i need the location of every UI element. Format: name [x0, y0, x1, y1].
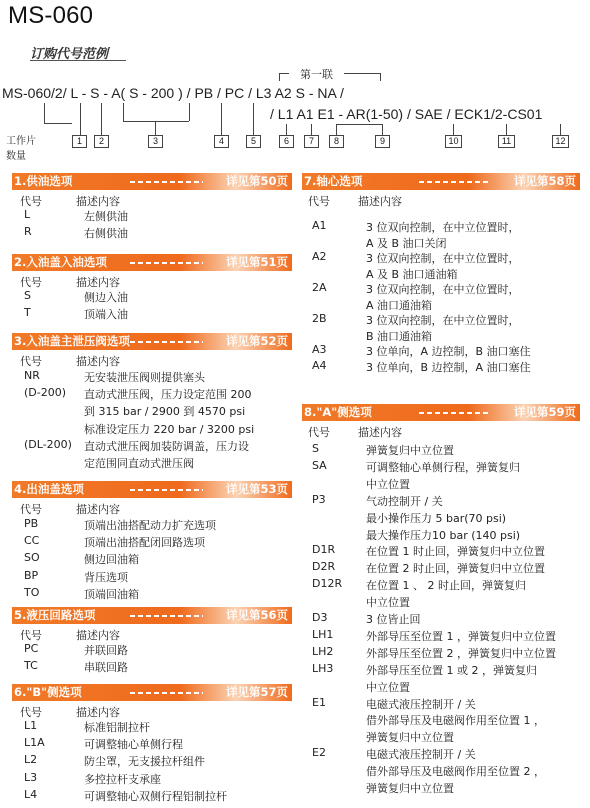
option-code: T	[24, 306, 31, 320]
column-header-description: 描述内容	[76, 355, 120, 368]
section-page-ref: 详见第56页	[225, 608, 288, 622]
option-description: 并联回路	[84, 644, 128, 657]
column-header-description: 描述内容	[76, 706, 120, 719]
connector-line	[221, 103, 222, 135]
option-description: A 及 B 油口关闭	[366, 236, 447, 250]
option-description: 串联回路	[84, 661, 128, 675]
column-header-description: 描述内容	[76, 276, 120, 289]
option-code: D3	[312, 611, 328, 624]
option-section	[12, 173, 292, 241]
column-header-description: 描述内容	[76, 503, 120, 516]
option-section	[12, 254, 292, 322]
column-header-code: 代号	[20, 503, 42, 516]
option-description: 外部导压至位置 1 ，弹簧复归中立位置	[366, 629, 556, 643]
option-code: A2	[312, 250, 327, 263]
option-code: SA	[312, 458, 327, 472]
option-description: 在位置 1 时止回，弹簧复归中立位置	[366, 545, 545, 559]
option-description: 中立位置	[366, 680, 410, 694]
option-description: 电磁式液压控制开 / 关	[366, 748, 476, 762]
option-description: 直动式泄压阀加装防调盖，压力设	[84, 439, 249, 453]
connector-line	[123, 103, 124, 121]
option-section	[302, 404, 580, 795]
option-description: 可调整轴心单侧行程，弹簧复归	[366, 460, 520, 474]
option-code: D12R	[312, 577, 343, 591]
option-description: 右侧供油	[84, 227, 128, 241]
option-description: A 及 B 油口通油箱	[366, 267, 458, 281]
section-page-ref: 详见第59页	[513, 405, 576, 419]
option-code: E1	[312, 695, 326, 709]
connector-line	[286, 124, 287, 135]
code-position-box: 11	[498, 135, 515, 148]
column-header-description: 描述内容	[358, 195, 402, 208]
option-section	[12, 333, 292, 470]
option-description: 电磁式液压控制开 / 关	[366, 697, 476, 711]
option-code: TC	[24, 659, 38, 673]
column-header-description: 描述内容	[76, 629, 120, 642]
option-code: L1	[24, 719, 38, 732]
option-code: L	[24, 208, 31, 221]
work-section-label: 工作片	[6, 136, 36, 147]
connector-line	[189, 103, 190, 121]
option-description: 防尘罩，无支援拉杆组件	[84, 755, 205, 769]
option-description: 标准设定压力 220 bar / 3200 psi	[84, 422, 255, 436]
option-description: 3 位皆止回	[366, 613, 421, 626]
section-title: 7.轴心选项	[304, 174, 363, 188]
option-section	[12, 481, 292, 601]
option-code: S	[312, 442, 319, 455]
section-title: 2.入油盖入油选项	[14, 255, 107, 269]
option-description: 中立位置	[366, 596, 410, 610]
header-dash-decoration	[419, 412, 491, 414]
option-section	[12, 607, 292, 675]
quantity-label: 数量	[6, 151, 26, 162]
option-code: TO	[24, 585, 40, 599]
option-code: A1	[312, 219, 327, 232]
header-dash-decoration	[130, 692, 203, 694]
connector-line	[560, 124, 561, 135]
connector-line	[44, 103, 45, 123]
option-description: 在位置 1 、 2 时止回，弹簧复归	[366, 579, 526, 593]
code-position-box: 10	[445, 135, 462, 148]
option-code: L4	[24, 787, 38, 801]
option-description: 外部导压至位置 1 或 2 ，弹簧复归	[366, 663, 537, 677]
option-code: NR	[24, 369, 40, 382]
option-description: 多控拉杆支承座	[84, 772, 161, 786]
option-code: PB	[24, 517, 39, 530]
option-code: LH3	[312, 661, 334, 675]
bracket-right	[344, 73, 380, 74]
connector-line	[123, 121, 189, 122]
section-header	[302, 173, 580, 190]
section-page-ref: 详见第57页	[225, 685, 288, 699]
option-description: 无安装泄压阀则提供塞头	[84, 371, 205, 384]
option-code: 2A	[312, 281, 327, 294]
option-code: P3	[312, 492, 326, 506]
section-page-ref: 详见第58页	[513, 174, 576, 188]
option-code: PC	[24, 642, 39, 655]
option-description: 到 315 bar / 2900 到 4570 psi	[84, 405, 246, 419]
option-description: 左侧供油	[84, 210, 128, 223]
option-code: A3	[312, 343, 327, 356]
option-description: 直动式泄压阀，压力设定范围 200	[84, 388, 252, 402]
section-header	[12, 333, 292, 350]
header-dash-decoration	[419, 181, 491, 183]
option-description: 3 位双向控制，在中立位置时，	[366, 314, 520, 327]
bracket-right-tick	[380, 73, 381, 81]
option-code: (DL-200)	[24, 437, 72, 451]
section-page-ref: 详见第53页	[225, 482, 288, 496]
header-dash-decoration	[130, 489, 203, 491]
connector-line	[44, 123, 72, 124]
option-description: 弹簧复归中立位置	[366, 444, 454, 457]
option-description: 3 位单向，A 边控制，B 油口塞住	[366, 345, 531, 358]
option-code: D2R	[312, 560, 336, 574]
section-title: 3.入油盖主泄压阀选项	[14, 334, 130, 348]
connector-line	[336, 124, 382, 125]
option-description: 弹簧复归中立位置	[366, 782, 454, 795]
option-description: B 油口通油箱	[366, 329, 433, 343]
option-description: 侧边回油箱	[84, 553, 139, 567]
connector-line	[253, 103, 254, 135]
option-description: 可调整轴心双侧行程铝制拉杆	[84, 789, 227, 803]
column-header-code: 代号	[20, 355, 42, 368]
connector-line	[311, 124, 312, 135]
section-header	[302, 404, 580, 421]
bracket-left	[279, 73, 289, 74]
option-description: 最大操作压力10 bar (140 psi)	[366, 528, 521, 542]
option-section	[12, 684, 292, 803]
option-code: A4	[312, 358, 327, 372]
option-description: 3 位双向控制，在中立位置时，	[366, 221, 520, 234]
model-code-line-1: MS-060/2/ L - S - A( S - 200 ) / PB / PC / L3 A2 S - NA /	[2, 85, 344, 101]
column-header-description: 描述内容	[76, 195, 120, 208]
ordering-example-heading: 订购代号范例	[30, 47, 109, 62]
section-header	[12, 607, 292, 624]
column-header-description: 描述内容	[358, 426, 402, 439]
code-position-box: 3	[148, 135, 163, 148]
column-header-code: 代号	[20, 629, 42, 642]
option-description: 最小操作压力 5 bar(70 psi)	[366, 511, 507, 525]
option-description: 中立位置	[366, 477, 410, 491]
connector-line	[155, 121, 156, 135]
column-header-code: 代号	[20, 276, 42, 289]
option-description: 3 位双向控制，在中立位置时，	[366, 283, 520, 296]
option-code: L1A	[24, 736, 45, 750]
connector-line	[453, 124, 454, 135]
section-header	[12, 254, 292, 271]
heading-underline	[30, 60, 126, 61]
section-title: 6."B"侧选项	[14, 685, 82, 699]
column-header-code: 代号	[20, 195, 42, 208]
section-page-ref: 详见第50页	[225, 174, 288, 188]
option-code: D1R	[312, 543, 336, 557]
section-title: 4.出油盖选项	[14, 482, 84, 496]
first-link-label: 第一联	[300, 68, 333, 81]
page-title: MS-060	[8, 2, 94, 29]
code-position-box: 7	[304, 135, 319, 148]
column-header-code: 代号	[308, 195, 330, 208]
option-description: 弹簧复归中立位置	[366, 731, 454, 745]
code-position-box: 2	[94, 135, 109, 148]
code-position-box: 6	[279, 135, 294, 148]
header-dash-decoration	[130, 615, 203, 617]
option-description: 侧边入油	[84, 291, 128, 304]
section-title: 5.液压回路选项	[14, 608, 96, 622]
option-description: 3 位单向，B 边控制，A 油口塞住	[366, 360, 531, 374]
option-code: LH2	[312, 644, 334, 658]
code-position-box: 9	[375, 135, 390, 148]
option-description: 3 位双向控制，在中立位置时，	[366, 252, 520, 265]
option-code: S	[24, 289, 31, 302]
option-code: L3	[24, 770, 38, 784]
header-dash-decoration	[130, 341, 203, 343]
option-description: 标准铝制拉杆	[84, 721, 150, 734]
option-description: 顶端入油	[84, 308, 128, 322]
code-position-box: 4	[214, 135, 229, 148]
option-code: LH1	[312, 627, 334, 641]
option-description: A 油口通油箱	[366, 298, 433, 312]
section-title: 8."A"侧选项	[304, 405, 372, 419]
option-code: SO	[24, 551, 40, 565]
code-position-box: 12	[552, 135, 569, 148]
option-description: 定范围同直动式泄压阀	[84, 457, 194, 470]
code-position-box: 5	[246, 135, 261, 148]
option-description: 顶端回油箱	[84, 587, 139, 601]
option-code: (D-200)	[24, 386, 67, 400]
code-position-box: 1	[72, 135, 87, 148]
option-code: CC	[24, 534, 40, 548]
bracket-left-tick	[279, 73, 280, 81]
option-code: BP	[24, 568, 39, 582]
option-code: L2	[24, 753, 38, 767]
connector-line	[336, 124, 337, 135]
option-description: 在位置 2 时止回，弹簧复归中立位置	[366, 562, 545, 576]
section-page-ref: 详见第52页	[225, 334, 288, 348]
connector-line	[506, 124, 507, 135]
code-position-box: 8	[329, 135, 344, 148]
section-title: 1.供油选项	[14, 174, 73, 188]
header-dash-decoration	[130, 262, 203, 264]
option-description: 背压选项	[84, 570, 128, 584]
column-header-code: 代号	[308, 426, 330, 439]
option-description: 顶端出油搭配闭回路选项	[84, 536, 205, 550]
connector-line	[80, 103, 81, 135]
option-description: 顶端出油搭配动力扩充选项	[84, 519, 216, 532]
option-description: 借外部导压及电磁阀作用至位置 2 ，	[366, 765, 545, 779]
section-page-ref: 详见第51页	[225, 255, 288, 269]
model-code-line-2: / L1 A1 E1 - AR(1-50) / SAE / ECK1/2-CS01	[270, 106, 543, 122]
header-dash-decoration	[130, 181, 203, 183]
section-header	[12, 481, 292, 498]
option-code: E2	[312, 746, 326, 760]
option-code: 2B	[312, 312, 327, 325]
connector-line	[382, 124, 383, 135]
section-header	[12, 173, 292, 190]
option-description: 气动控制开 / 关	[366, 494, 443, 508]
option-description: 借外部导压及电磁阀作用至位置 1 ，	[366, 714, 545, 728]
option-code: R	[24, 225, 32, 239]
option-section	[302, 173, 580, 374]
section-header	[12, 684, 292, 701]
option-description: 可调整轴心单侧行程	[84, 738, 183, 752]
connector-line	[101, 103, 102, 135]
option-description: 外部导压至位置 2 ，弹簧复归中立位置	[366, 646, 556, 660]
column-header-code: 代号	[20, 706, 42, 719]
